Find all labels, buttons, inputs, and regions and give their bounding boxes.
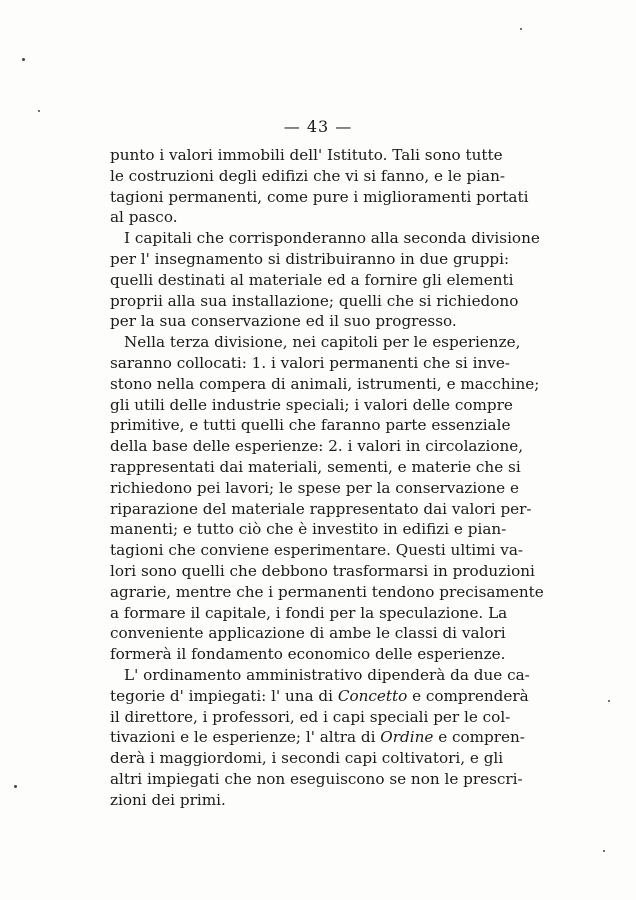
text-line: zioni dei primi.	[110, 790, 226, 809]
paper-speck	[603, 850, 605, 852]
text-line: quelli destinati al materiale ed a fornire gli elementi	[110, 270, 514, 289]
paragraph-2	[110, 228, 540, 332]
text-line: primitive, e tutti quelli che faranno parte essenziale	[110, 416, 511, 435]
text-line: richiedono pei lavori; le spese per la conservazione e	[110, 478, 519, 497]
text-line: le costruzioni degli edifizi che vi si fanno, e le pian-	[110, 166, 506, 185]
text-line: il direttore, i professori, ed i capi speciali per le col-	[110, 707, 511, 726]
text-line: agrarie, mentre che i permanenti tendono precisamente	[110, 582, 544, 601]
text-line: rappresentati dai materiali, sementi, e materie che si	[110, 457, 521, 476]
text-line: formerà il fondamento economico delle esperienze.	[110, 645, 506, 664]
text-line: conveniente applicazione di ambe le classi di valori	[110, 624, 506, 643]
text-line: tagioni che conviene esperimentare. Questi ultimi va-	[110, 541, 523, 560]
text-line: a formare il capitale, i fondi per la speculazione. La	[110, 603, 508, 622]
text-line: della base delle esperienze: 2. i valori in circolazione,	[110, 437, 524, 456]
text-line: gli utili delle industrie speciali; i valori delle compre	[110, 395, 513, 414]
italic-term-ordine: Ordine	[380, 728, 434, 747]
text-line: Nella terza divisione, nei capitoli per le esperienze,	[124, 333, 521, 352]
text-line: I capitali che corrisponderanno alla seconda divisione	[124, 229, 540, 248]
text-line: L' ordinamento amministrativo dipenderà da due ca-	[124, 665, 530, 684]
text-line: derà i maggiordomi, i secondi capi coltivatori, e gli	[110, 749, 504, 768]
text-line: stono nella compera di animali, istrumenti, e macchine;	[110, 374, 540, 393]
paper-speck	[608, 700, 610, 702]
text-line: lori sono quelli che debbono trasformarsi in produzioni	[110, 561, 535, 580]
text-line: proprii alla sua installazione; quelli che si richiedono	[110, 291, 519, 310]
paper-speck	[38, 110, 40, 112]
paper-speck	[22, 58, 25, 61]
text-line: per l' insegnamento si distribuiranno in due gruppi:	[110, 249, 510, 268]
paper-speck	[520, 28, 522, 30]
text-segment: e comprenderà	[412, 686, 529, 705]
text-line: tagioni permanenti, come pure i miglioramenti portati	[110, 187, 529, 206]
italic-term-concetto: Concetto	[337, 686, 408, 705]
text-line: al pasco.	[110, 208, 178, 227]
text-line: saranno collocati: 1. i valori permanenti che si inve-	[110, 353, 510, 372]
text-segment: tegorie d' impiegati: l' una di	[110, 686, 334, 705]
paragraph-1	[110, 145, 529, 228]
paper-speck	[14, 785, 17, 788]
text-segment: e compren-	[438, 728, 525, 747]
paragraph-3	[110, 332, 544, 665]
text-line: altri impiegati che non eseguiscono se non le prescri-	[110, 769, 523, 788]
text-line: punto i valori immobili dell' Istituto. Tali sono tutte	[110, 146, 503, 164]
page-number: — 43 —	[283, 117, 353, 136]
body-text	[110, 145, 544, 811]
text-line-with-italic	[110, 686, 529, 707]
text-line-with-italic	[110, 727, 525, 748]
text-segment: tivazioni e le esperienze; l' altra di	[110, 728, 376, 747]
text-line: per la sua conservazione ed il suo progresso.	[110, 312, 457, 331]
text-line: manenti; e tutto ciò che è investito in edifizi e pian-	[110, 520, 507, 539]
text-line: riparazione del materiale rappresentato dai valori per-	[110, 499, 532, 518]
paragraph-4	[110, 665, 530, 811]
